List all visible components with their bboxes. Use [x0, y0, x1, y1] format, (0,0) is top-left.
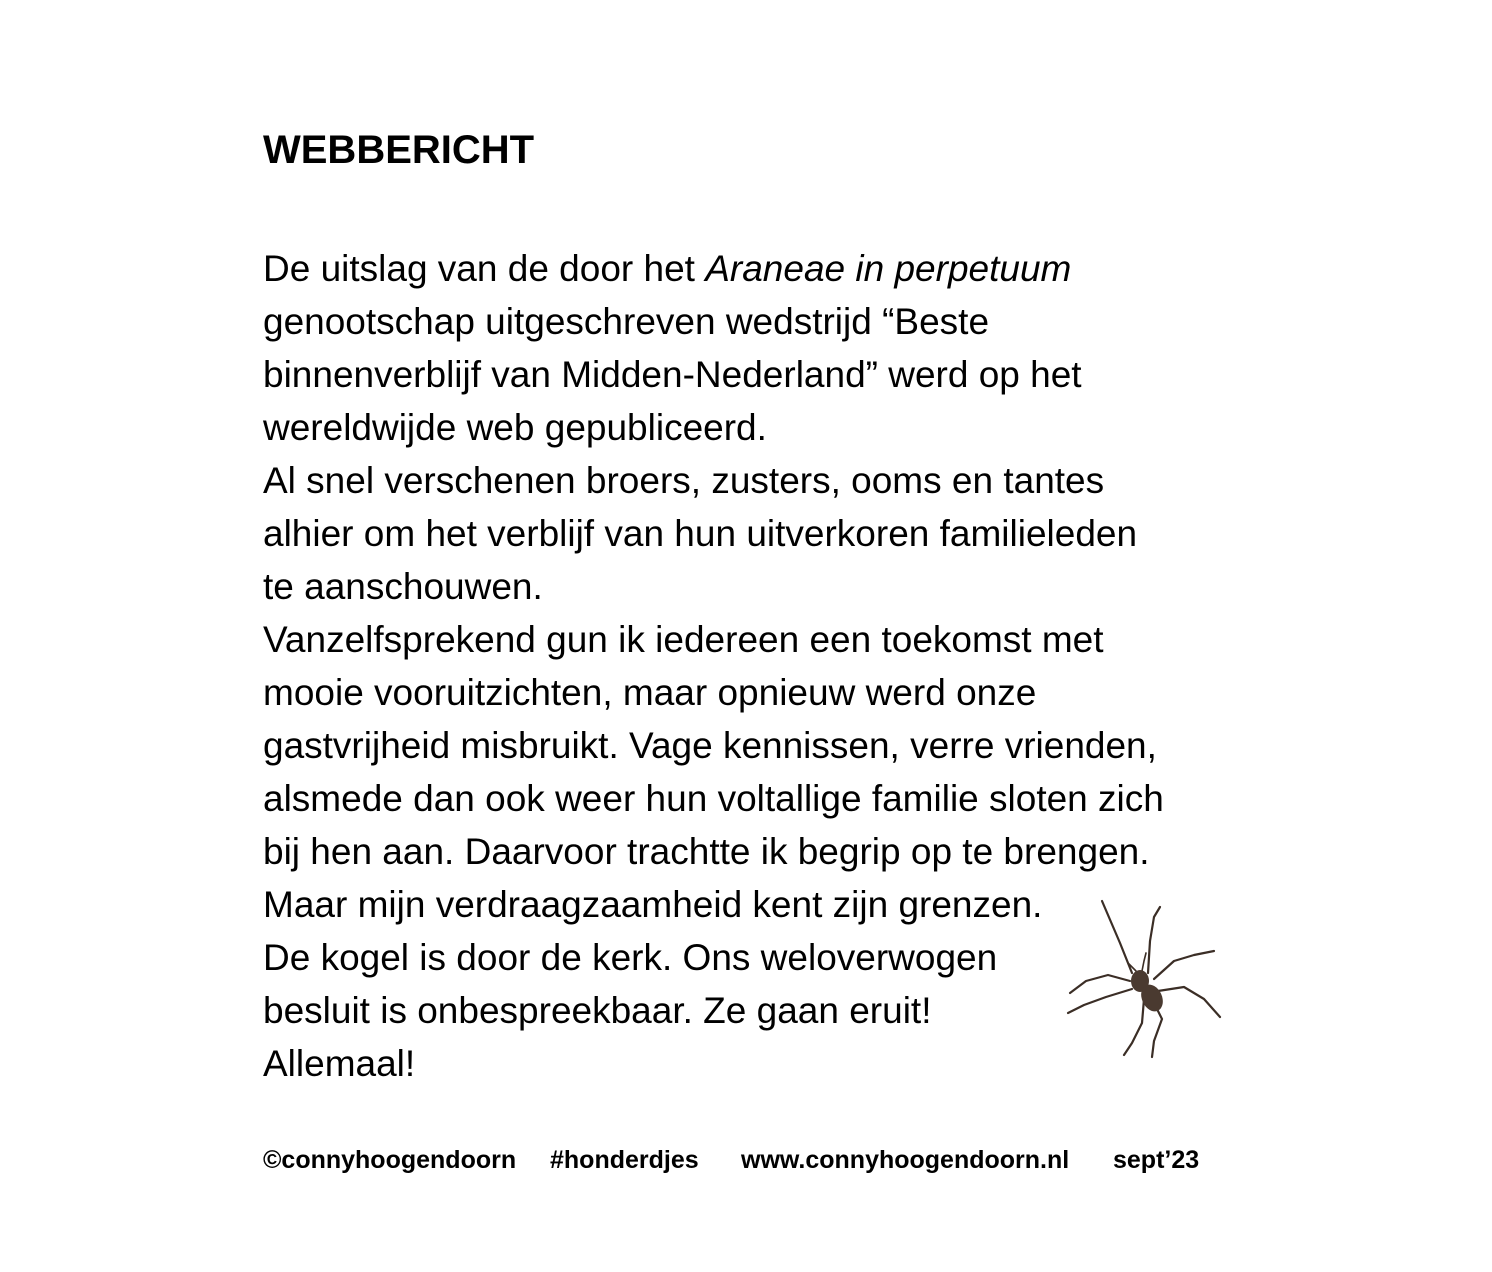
body-line: Maar mijn verdraagzaamheid kent zijn grenzen.: [263, 884, 1043, 925]
body-line: genootschap uitgeschreven wedstrijd “Beste: [263, 301, 990, 342]
body-line: besluit is onbespreekbaar. Ze gaan eruit!: [263, 990, 932, 1031]
body-line: De uitslag van de door het Araneae in perpetuum: [263, 248, 1072, 289]
body-line: mooie vooruitzichten, maar opnieuw werd onze: [263, 672, 1037, 713]
body-line: De kogel is door de kerk. Ons weloverwogen: [263, 937, 998, 978]
body-line: binnenverblijf van Midden-Nederland” werd op het: [263, 354, 1082, 395]
species-name: Araneae in perpetuum: [705, 248, 1072, 289]
body-line: Allemaal!: [263, 1043, 416, 1084]
body-line: te aanschouwen.: [263, 566, 543, 607]
footer: [263, 1144, 1223, 1176]
body-line: Al snel verschenen broers, zusters, ooms en tantes: [263, 460, 1105, 501]
body-line: alsmede dan ook weer hun voltallige familie sloten zich: [263, 778, 1164, 819]
body-line: alhier om het verblijf van hun uitverkoren familieleden: [263, 513, 1138, 554]
body-line: bij hen aan. Daarvoor trachtte ik begrip op te brengen.: [263, 831, 1150, 872]
footer-hashtag: #honderdjes: [550, 1146, 699, 1174]
body-line: Vanzelfsprekend gun ik iedereen een toekomst met: [263, 619, 1104, 660]
footer-copyright: ©connyhoogendoorn: [263, 1146, 517, 1174]
body-line: wereldwijde web gepubliceerd.: [263, 407, 767, 448]
body-line: gastvrijheid misbruikt. Vage kennissen, verre vrienden,: [263, 725, 1157, 766]
footer-website-link[interactable]: www.connyhoogendoorn.nl: [741, 1146, 1070, 1174]
document-title: WEBBERICHT: [263, 128, 535, 172]
spider-icon: [1062, 895, 1224, 1060]
footer-date: sept’23: [1113, 1146, 1200, 1174]
